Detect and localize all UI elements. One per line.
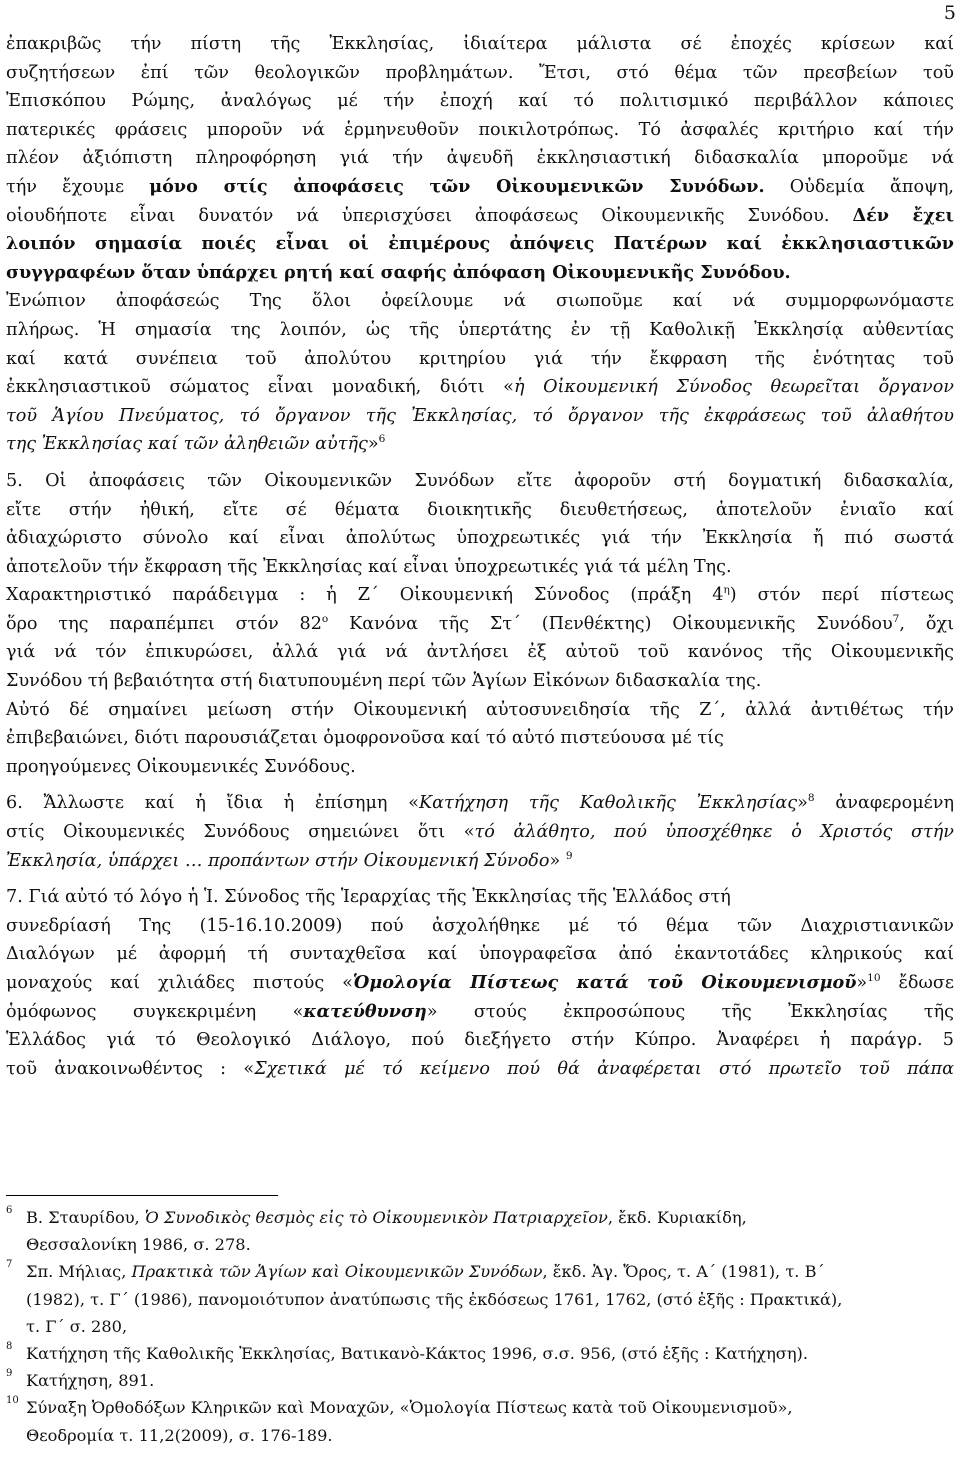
text-run: , ἔκδ. Κυριακίδη, [607,1208,747,1227]
text-line: γιά νά τόν ἐπικυρώσει, ἀλλά γιά νά ἀντλήσει ἐξ αὐτοῦ τοῦ κανόνος τῆς Οἰκουμενικῆς [6,642,954,663]
paragraph-5 [6,467,954,782]
text-run: » [797,793,808,814]
text-run: ἔδωσε [880,973,954,993]
footnote-7 [6,1258,954,1340]
bold-italic-title: Ὁμολογία Πίστεως κατά τοῦ Οἰκουμενισμοῦ [352,972,857,993]
text-line [6,202,954,231]
paragraph-6 [6,789,954,875]
text-line: 7. Γιά αὐτό τό λόγο ἡ Ἱ. Σύνοδος τῆς Ἱεραρχίας τῆς Ἐκκλησίας τῆς Ἑλλάδος στή [6,887,731,908]
footnote-9 [6,1367,954,1394]
text-run: ἀναφερομένη [814,793,954,814]
text-line [6,173,954,202]
text-run: ἐκκλησιαστικοῦ σώματος εἶναι μοναδική, διότι « [6,377,514,398]
footnote-number: 10 [6,1395,19,1407]
italic-quote: Ἐκκλησία, ὑπάρχει … προπάντων στήν Οἰκουμενική Σύνοδο [6,850,550,871]
text-run: στίς Οἰκουμενικές Συνόδους σημειώνει ὅτι « [6,822,475,843]
text-line [6,610,954,639]
text-run: » στούς ἐκπροσώπους τῆς Ἐκκλησίας τῆς [426,1001,954,1022]
text-line: ἐπακριβῶς τήν πίστη τῆς Ἐκκλησίας, ἰδιαίτερα μάλιστα σέ ἐποχές κρίσεων καί [6,34,954,54]
footnote-number: 9 [6,1368,13,1380]
text-run: , ὄχι [899,613,954,634]
text-line: Ἐπισκόπου Ρώμης, ἀναλόγως μέ τήν ἐποχή καί τό πολιτισμικό περιβάλλον κάποιες [6,91,954,112]
text-line [6,847,954,876]
text-line [6,430,954,459]
text-run: Κανόνα τῆς Στ΄ (Πενθέκτης) Οἰκουμενικῆς Συνόδου [328,613,893,634]
text-line: συνεδρίασή Της (15-16.10.2009) πού ἀσχολήθηκε μέ τό θέμα τῶν Διαχριστιανικῶν [6,915,954,936]
text-run: Β. Σταυρίδου, [26,1208,145,1227]
bold-italic-emphasis: κατεύθυνση [303,1000,427,1022]
text-line: εἴτε στήν ἠθική, εἴτε σέ θέματα διοικητικῆς διευθετήσεως, ἀποτελοῦν ἑνιαῖο καί [6,499,954,520]
footnote-line: (1982), τ. Γ΄ (1986), πανομοιότυπον ἀνατύπωσις τῆς ἐκδόσεως 1761, 1762, (στό ἑξῆς : Πρακτικά), [26,1289,843,1309]
footnote-line: τ. Γ΄ σ. 280, [26,1316,128,1336]
italic-quote-line: τοῦ Ἁγίου Πνεύματος, τό ὄργανον τῆς Ἐκκλησίας, τό ὄργανον τῆς ἐκφράσεως τοῦ ἀλαθήτου [6,405,954,426]
paragraph-4-continued [6,30,954,459]
footnote-line: Θεοδρομία τ. 11,2(2009), σ. 176-189. [26,1425,333,1445]
italic-quote: Σχετικά μέ τό κείμενο πού θά ἀναφέρεται στό πρωτεῖο τοῦ πάπα [254,1058,955,1079]
text-line: πλέον ἀξιόπιστη πληροφόρηση γιά τήν ἀψευδῆ ἐκκλησιαστική διδασκαλία μποροῦμε νά [6,148,954,169]
footnote-line: Κατήχηση τῆς Καθολικῆς Ἐκκλησίας, Βατικανὸ-Κάκτος 1996, σ.σ. 956, (στό ἑξῆς : Κατήχηση). [26,1344,808,1364]
text-run: » [856,973,868,993]
footnote-ref-7: 7 [892,613,900,626]
text-line: πατερικές φράσεις μποροῦν νά ἑρμηνευθοῦν ποικιλοτρόπως. Τό ἀσφαλές κριτήριο καί τήν [6,119,954,140]
italic-title: Πρακτικὰ τῶν Ἁγίων καὶ Οἰκουμενικῶν Συνόδων [131,1262,543,1282]
footnote-8 [6,1340,954,1367]
footnote-ref-10: 10 [867,972,881,985]
body-text [6,30,954,1083]
text-run: 6. Ἄλλωστε καί ἡ ἴδια ἡ ἐπίσημη « [6,793,419,814]
paragraph-7 [6,883,954,1083]
footnotes [6,1204,954,1449]
text-line: ἀποτελοῦν τήν ἔκφραση τῆς Ἐκκλησίας καί εἶναι ὑποχρεωτικές γιά τά μέλη Της. [6,556,732,577]
footnote-number: 6 [6,1205,13,1216]
footnote-number: 8 [6,1341,13,1353]
text-line: ἐπιβεβαιώνει, διότι παρουσιάζεται ὁμοφρονοῦσα καί τό αὐτό πιστεύουσα μέ τίς [6,728,724,749]
text-line [6,969,954,998]
footnote-number: 7 [6,1259,13,1271]
footnote-line: Σύναξη Ὀρθοδόξων Κληρικῶν καὶ Μοναχῶν, «Ὁμολογία Πίστεως κατὰ τοῦ Οἰκουμενισμοῦ», [26,1398,793,1418]
footnote-line [26,1204,954,1231]
text-run: » [549,850,566,871]
bold-text-line: συγγραφέων ὅταν ὑπάρχει ρητή καί σαφής ἀπόφαση Οἰκουμενικῆς Συνόδου. [6,261,791,283]
text-run: ὁμόφωνος συγκεκριμένη « [6,1001,304,1022]
text-run: οἱουδήποτε εἶναι δυνατόν νά ὑπερισχύσει ἀποφάσεως Οἰκουμενικῆς Συνόδου. [6,205,853,226]
italic-quote: ἡ Οἰκουμενική Σύνοδος θεωρεῖται ὄργανον [513,377,954,398]
italic-quote: τό ἀλάθητο, πού ὑποσχέθηκε ὁ Χριστός στήν [474,822,954,843]
text-line [6,789,954,818]
text-run: » [367,434,379,455]
text-run: , ἔκδ. Ἁγ. Ὄρος, τ. Α΄ (1981), τ. Β΄ [542,1262,825,1282]
text-line [6,998,954,1027]
text-run: Χαρακτηριστικό παράδειγμα : ἡ Ζ΄ Οἰκουμενική Σύνοδος (πράξη 4 [6,585,724,606]
text-line [6,1055,954,1084]
text-line: Ἑλλάδος γιά τό Θεολογικό Διάλογο, πού διεξήγετο στήν Κύπρο. Ἀναφέρει ἡ παράγρ. 5 [6,1030,954,1051]
footnote-line: Θεσσαλονίκη 1986, σ. 278. [26,1235,251,1255]
footnote-separator [6,1195,278,1196]
text-line: 5. Οἱ ἀποφάσεις τῶν Οἰκουμενικῶν Συνόδων εἴτε ἀφοροῦν στή δογματική διδασκαλία, [6,470,954,491]
text-line: Ἐνώπιον ἀποφάσεώς Της ὅλοι ὀφείλουμε νά σιωποῦμε καί νά συμμορφωνόμαστε [6,291,954,312]
text-line [6,581,954,610]
bold-text-line: λοιπόν σημασία ποιές εἶναι οἱ ἐπιμέρους ἀπόψεις Πατέρων καί ἐκκλησιαστικῶν [6,233,954,255]
footnote-10 [6,1394,954,1448]
text-line: Διαλόγων μέ ἀφορμή τή συνταχθεῖσα καί ὑπογραφεῖσα ἀπό ἑκαντοτάδες κληρικούς καί [6,944,954,965]
footnote-line [26,1258,954,1285]
footnote-ref-6: 6 [378,433,386,446]
text-run: τοῦ ἀνακοινωθέντος : « [6,1058,255,1079]
page-number: 5 [943,2,956,24]
text-run: ) στόν περί πίστεως [729,585,954,606]
footnote-ref-9: 9 [565,849,573,862]
text-line: προηγούμενες Οἰκουμενικές Συνόδους. [6,756,356,777]
text-run: μοναχούς καί χιλιάδες πιστούς « [6,973,353,993]
bold-emphasis: Δέν ἔχει [852,204,954,226]
text-run: ὅρο της παραπέμπει στόν 82 [6,613,322,634]
footnote-ref-8: 8 [807,792,815,805]
italic-title: Ὁ Συνοδικὸς θεσμὸς εἰς τὸ Οἰκουμενικὸν Πατριαρχεῖον [144,1208,608,1227]
text-run: Σπ. Μήλιας, [26,1262,132,1282]
italic-quote: της Ἐκκλησίας καί τῶν ἀληθειῶν αὐτῆς [6,434,368,455]
footnote-6 [6,1204,954,1258]
text-line: Αὐτό δέ σημαίνει μείωση στήν Οἰκουμενική αὐτοσυνειδησία τῆς Ζ΄, ἀλλά ἀντιθέτως τήν [6,699,954,720]
text-line [6,818,954,847]
text-line: συζητήσεων ἐπί τῶν θεολογικῶν προβλημάτων. Ἔτσι, στό θέμα τῶν πρεσβείων τοῦ [6,62,954,83]
text-line: πλήρως. Ἡ σημασία της λοιπόν, ὡς τῆς ὑπερτάτης ἐν τῇ Καθολικῇ Ἐκκλησίᾳ αὐθεντίας [6,319,954,340]
text-run: τήν ἔχουμε [6,176,150,197]
text-line: Συνόδου τή βεβαιότητα στή διατυπουμένη περί τῶν Ἁγίων Εἰκόνων διδασκαλία της. [6,671,762,692]
bold-emphasis: μόνο στίς ἀποφάσεις τῶν Οἰκουμενικῶν Συνόδων. [149,175,765,197]
superscript: η [723,584,730,597]
text-run: Οὐδεμία ἄποψη, [764,176,954,197]
superscript: ο [321,613,329,626]
text-line: καί κατά συνέπεια τοῦ ἀπολύτου κριτηρίου γιά τήν ἔκφραση τῆς ἑνότητας τοῦ [6,348,954,369]
italic-title: Κατήχηση τῆς Καθολικῆς Ἐκκλησίας [418,793,798,814]
text-line: ἀδιαχώριστο σύνολο καί εἶναι ἀπολύτως ὑποχρεωτικές γιά τήν Ἐκκλησία ἤ πιό σωστά [6,528,954,549]
text-line [6,373,954,402]
footnote-line: Κατήχηση, 891. [26,1371,155,1391]
